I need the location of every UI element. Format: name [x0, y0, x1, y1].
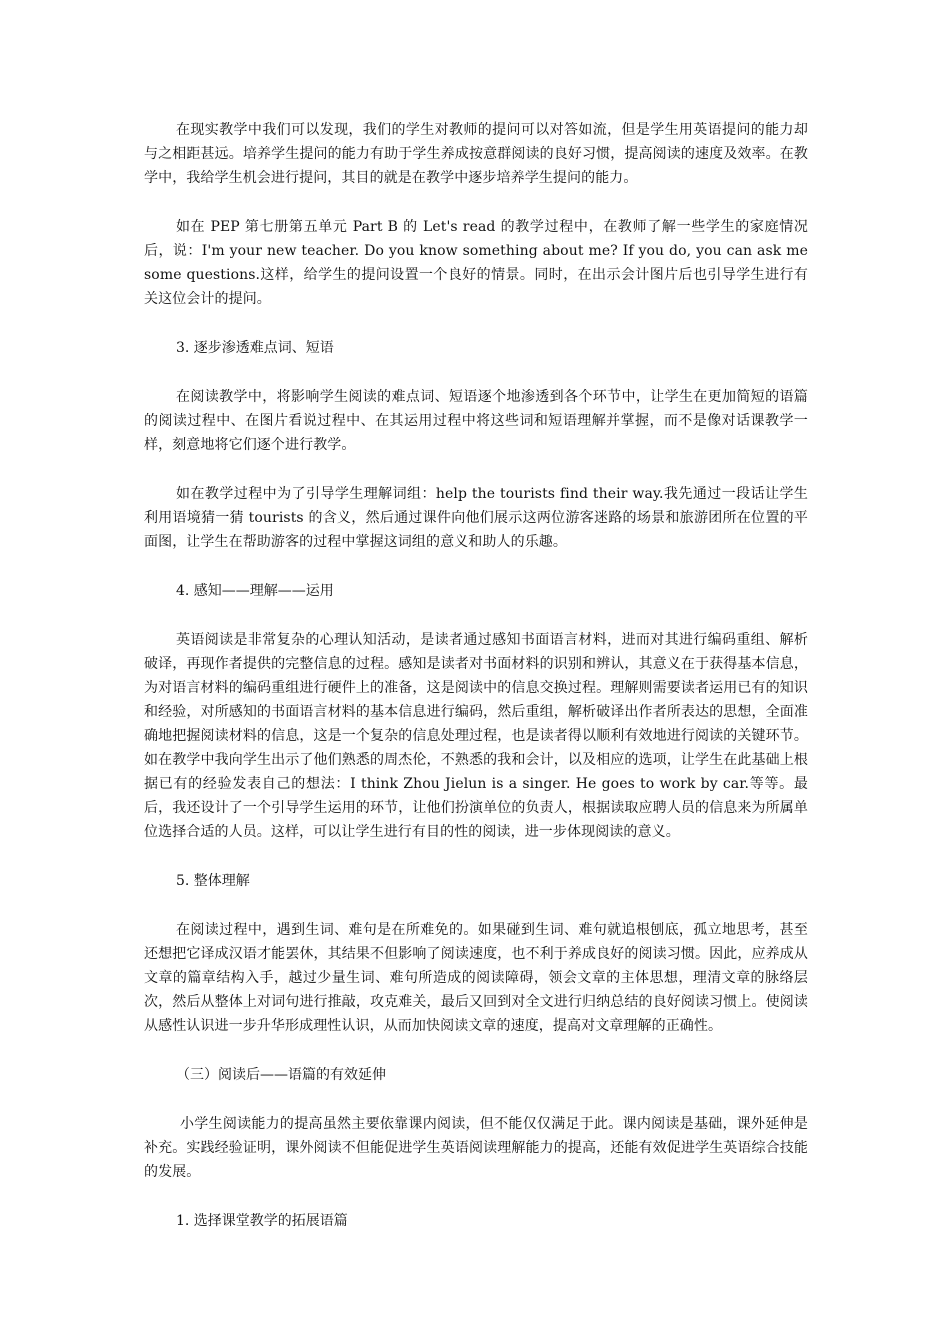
section-heading-5: 5. 整体理解	[176, 873, 250, 889]
paragraph-perception-understanding: 英语阅读是非常复杂的心理认知活动，是读者通过感知书面语言材料，进而对其进行编码重组、解析破译，再现作者提供的完整信息的过程。感知是读者对书面材料的识别和辨认，其意义在于获得基本信息，为对语言材料的编码重组进行硬件上的准备，这是阅读中的信息交换过程。理解则需要读者运用已有的知识和经验，对所感知的书面语言材料的基本信息进行编码，然后重组，解析破译出作者所表达的思想，全面准确地把握阅读材料的信息，这是一个复杂的信息处理过程，也是读者得以顺利有效地进行阅读的关键环节。如在教学中我向学生出示了他们熟悉的周杰伦，不熟悉的我和会计，以及相应的选项，让学生在此基础上根据已有的经验发表自己的想法：I think Zhou Jielun is a singer. He goes to work by car.等等。最后，我还设计了一个引导学生运用的环节，让他们扮演单位的负责人，根据读取应聘人员的信息来为所属单位选择合适的人员。这样，可以让学生进行有目的性的阅读，进一步体现阅读的意义。	[144, 632, 808, 840]
paragraph-difficult-words: 在阅读教学中，将影响学生阅读的难点词、短语逐个地渗透到各个环节中，让学生在更加简短的语篇的阅读过程中、在图片看说过程中、在其运用过程中将这些词和短语理解并掌握，而不是像对话课教学一样，刻意地将它们逐个进行教学。	[144, 389, 808, 453]
paragraph-extracurricular: 小学生阅读能力的提高虽然主要依靠课内阅读，但不能仅仅满足于此。课内阅读是基础，课外延伸是补充。实践经验证明，课外阅读不但能促进学生英语阅读理解能力的提高，还能有效促进学生英语综合技能的发展。	[144, 1116, 808, 1180]
paragraph-tourists-example: 如在教学过程中为了引导学生理解词组：help the tourists find their way.我先通过一段话让学生利用语境猜一猜 tourists 的含义，然后通过课件向他们展示这两位游客迷路的场景和旅游团所在位置的平面图，让学生在帮助游客的过程中掌握这词组的意义和助人的乐趣。	[144, 486, 808, 550]
paragraph-student-questioning: 在现实教学中我们可以发现，我们的学生对教师的提问可以对答如流，但是学生用英语提问的能力却与之相距甚远。培养学生提问的能力有助于学生养成按意群阅读的良好习惯，提高阅读的速度及效率。在教学中，我给学生机会进行提问，其目的就是在教学中逐步培养学生提问的能力。	[144, 122, 808, 186]
section-heading-1-extension: 1. 选择课堂教学的拓展语篇	[176, 1213, 348, 1229]
section-heading-4: 4. 感知——理解——运用	[176, 583, 334, 599]
section-heading-after-reading: （三）阅读后——语篇的有效延伸	[176, 1067, 386, 1083]
paragraph-overall-understanding: 在阅读过程中，遇到生词、难句是在所难免的。如果碰到生词、难句就追根刨底，孤立地思考，甚至还想把它译成汉语才能罢休，其结果不但影响了阅读速度，也不利于养成良好的阅读习惯。因此，应养成从文章的篇章结构入手，越过少量生词、难句所造成的阅读障碍，领会文章的主体思想，理清文章的脉络层次，然后从整体上对词句进行推敲，攻克难关，最后又回到对全文进行归纳总结的良好阅读习惯上。使阅读从感性认识进一步升华形成理性认识，从而加快阅读文章的速度，提高对文章理解的正确性。	[144, 922, 808, 1034]
paragraph-pep-example: 如在 PEP 第七册第五单元 Part B 的 Let's read 的教学过程中，在教师了解一些学生的家庭情况后，说：I'm your new teacher. Do you know something about me? If you do, you can ask me some questions.这样，给学生的提问设置一个良好的情景。同时，在出示会计图片后也引导学生进行有关这位会计的提问。	[144, 219, 808, 307]
document-page	[144, 118, 808, 1258]
section-heading-3: 3. 逐步渗透难点词、短语	[176, 340, 334, 356]
